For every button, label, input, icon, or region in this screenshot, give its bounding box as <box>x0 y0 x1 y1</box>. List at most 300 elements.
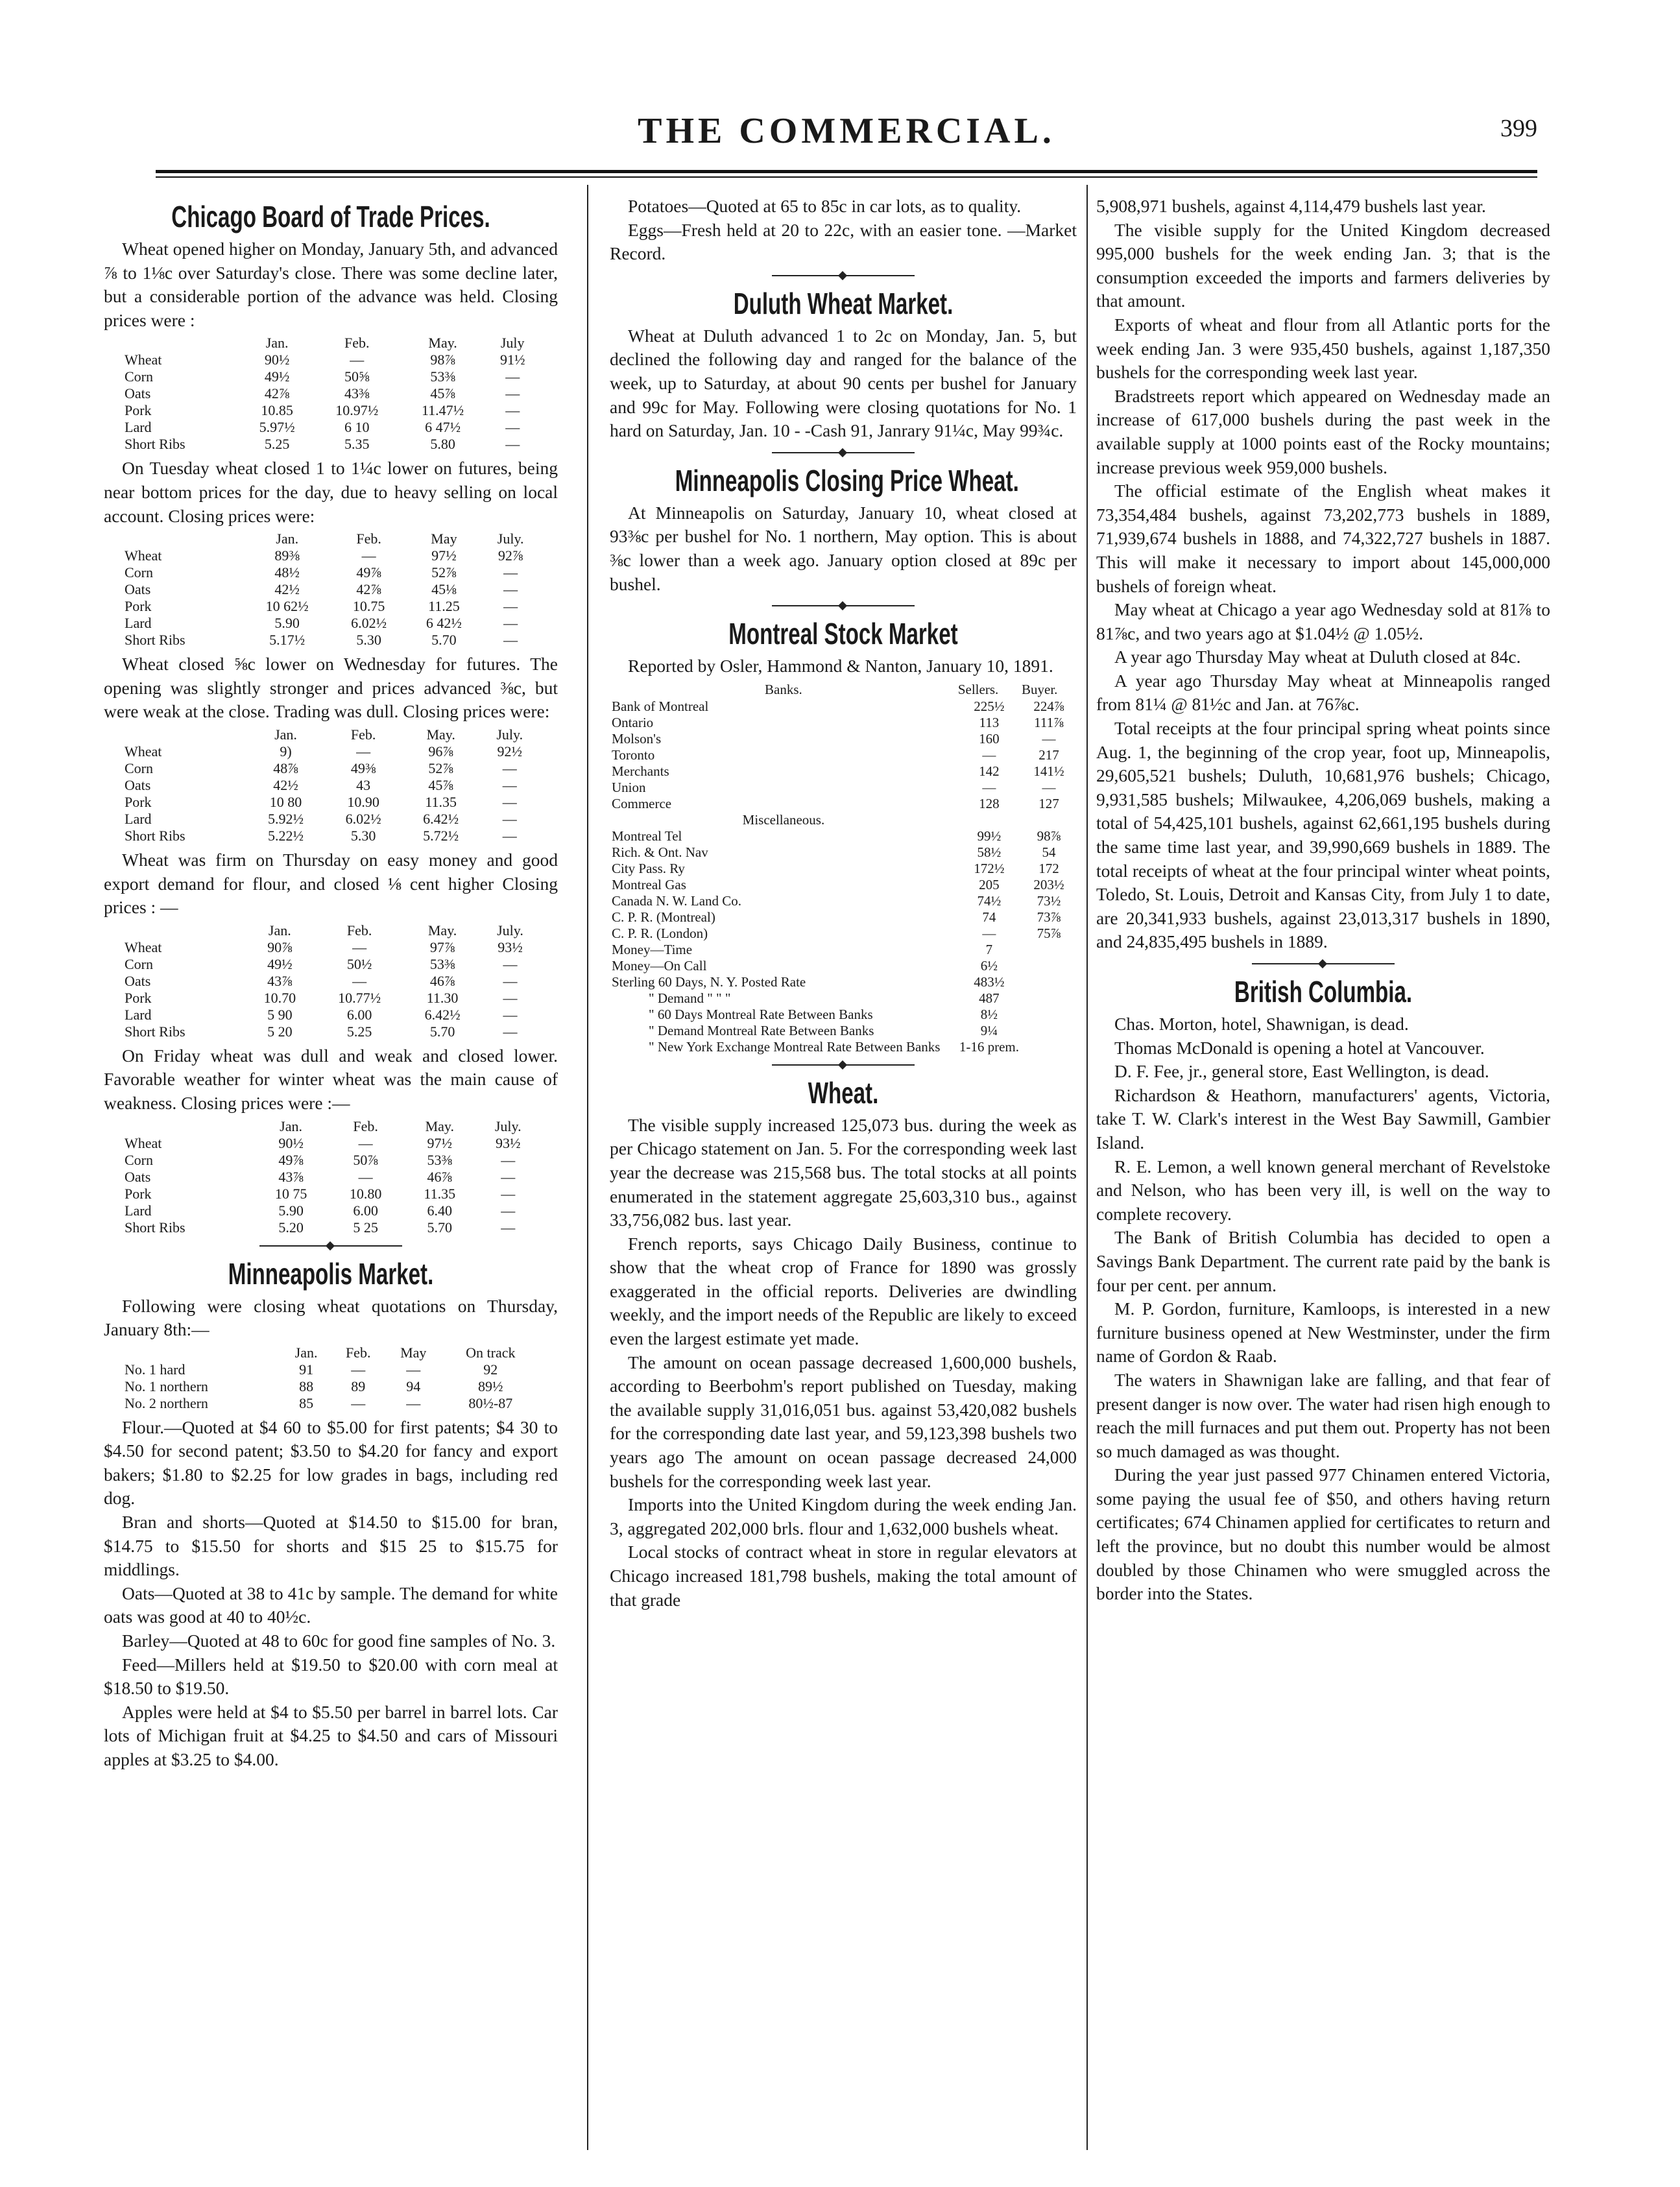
column-header: July. <box>497 922 523 938</box>
paragraph: Wheat at Duluth advanced 1 to 2c on Monday, Jan. 5, but declined the following day and ranged for the balance of the week, up to Saturday, at about 90 cents per bushel for January and 99c for May. Following were closing quotations for No. 1 hard on Saturday, Jan. 10 - -Cash 91, Janrary 91¼c, May 99¾c. <box>610 325 1077 441</box>
table-cell: 7 <box>985 941 993 957</box>
table-cell: 6.40 <box>427 1202 453 1219</box>
table-cell: 90½ <box>278 1134 304 1151</box>
section-heading: Duluth Wheat Market. <box>733 286 954 320</box>
table-cell: — <box>1042 730 1056 747</box>
paragraph: Flour.—Quoted at $4 60 to $5.00 for first patents; $4 30 to $4.50 for second patent; $3.50 to $4.20 for fancy and export bakers; $1.80 to $2.25 for low grades in bags, including red dog. <box>104 1416 558 1509</box>
table-cell: 50⅝ <box>344 368 370 385</box>
table-cell: 5.30 <box>356 632 381 649</box>
table-cell: 5.30 <box>350 827 376 844</box>
table-cell: 10.75 <box>352 598 385 615</box>
table-row <box>122 547 540 564</box>
section-separator <box>772 1064 915 1066</box>
table-row <box>122 564 540 581</box>
column-header: Feb. <box>350 726 376 743</box>
table-cell: 128 <box>979 795 1000 811</box>
table-row <box>122 1395 540 1412</box>
table-cell: 141½ <box>1033 763 1064 779</box>
table-cell: — <box>503 581 518 598</box>
table-cell: 54 <box>1042 844 1056 860</box>
table-cell: 11.35 <box>424 1185 456 1202</box>
table-cell: 6.02½ <box>351 615 387 632</box>
table-cell: — <box>503 1023 518 1040</box>
table-cell: 58½ <box>977 844 1002 860</box>
table-row <box>122 615 540 632</box>
table-row <box>122 1361 540 1378</box>
row-label: Canada N. W. Land Co. <box>612 892 742 909</box>
table-cell: 49⅞ <box>356 564 381 581</box>
table-row <box>610 926 1077 942</box>
table-header-row <box>610 681 1077 699</box>
row-label: C. P. R. (London) <box>612 925 708 941</box>
table-cell: 9) <box>280 743 292 759</box>
column-header: July. <box>497 531 524 547</box>
row-label: No. 1 hard <box>125 1361 186 1378</box>
table-row <box>610 974 1077 990</box>
paragraph: Imports into the United Kingdom during the week ending Jan. 3, aggregated 202,000 brls. flour and 1,632,000 bushels wheat. <box>610 1494 1077 1538</box>
table-row <box>122 385 540 402</box>
section-heading: British Columbia. <box>1234 975 1413 1009</box>
table-cell: 11.35 <box>425 793 457 810</box>
table-header-row <box>122 922 540 939</box>
table-cell: — <box>502 759 517 776</box>
table-header-row <box>122 726 540 743</box>
paragraph: The official estimate of the English wheat makes it 73,354,484 bushels, against 73,202,773 bushels in 1889, 71,939,674 bushels in 1888, and 74,322,727 bushels in 1887. This will make it necessary to import about 145,000,000 bushels of foreign wheat. <box>1096 481 1550 596</box>
table-cell: — <box>503 632 518 649</box>
news-item: M. P. Gordon, furniture, Kamloops, is interested in a new furniture business opened at New Westminster, under the firm name of Gordon & Raab. <box>1096 1298 1550 1367</box>
column-header: On track <box>466 1344 516 1361</box>
table-row <box>610 877 1077 893</box>
row-label: Corn <box>125 955 153 972</box>
table-row <box>122 811 540 828</box>
table-cell: — <box>503 1006 518 1023</box>
row-label: Merchants <box>612 763 669 779</box>
section-heading: Minneapolis Market. <box>228 1256 434 1291</box>
table-cell: 48⅞ <box>273 759 298 776</box>
banks-rows <box>610 699 1077 812</box>
table-cell: — <box>503 972 518 989</box>
column-header <box>122 531 243 547</box>
table-cell: 45⅞ <box>428 776 453 793</box>
column-header: Jan. <box>276 531 299 547</box>
table-cell: — <box>406 1394 421 1411</box>
table-cell: 42½ <box>273 776 298 793</box>
table-cell: — <box>982 747 996 763</box>
table-row <box>122 436 540 453</box>
row-label: Pork <box>125 598 152 615</box>
table-cell: 1-16 prem. <box>959 1038 1019 1055</box>
row-label: Wheat <box>125 938 162 955</box>
row-label: Lard <box>125 615 152 632</box>
paragraph: The amount on ocean passage decreased 1,600,000 bushels, according to Beerbohm's report published on Tuesday, making the available supply 31,016,051 bus. against 53,420,082 bushels for the corresponding date last year, and 59,123,398 bushels two years ago The amount on ocean passage decreased 24,000 bushels for the corresponding week last year. <box>610 1352 1077 1491</box>
column-header: July <box>500 335 525 352</box>
paragraph: Eggs—Fresh held at 20 to 22c, with an easier tone. —Market Record. <box>610 219 1077 264</box>
paragraph: The visible supply for the United Kingdom decreased 995,000 bushels for the week ending Jan. 3; that is the consumption exceeded the imports and farmers deliveries by that amount. <box>1096 219 1550 311</box>
column-3 <box>1096 195 1550 1606</box>
row-label: Bank of Montreal <box>612 698 709 714</box>
paragraph: Total receipts at the four principal spring wheat points since Aug. 1, the beginning of the crop year, foot up, Minneapolis, 29,605,521 bushels; Duluth, 10,681,976 bushels; Chicago, 9,931,585 bushels; Milwaukee, 4,206,069 bushels, making a total of 54,425,101 bushels, against 62,661,195 bushels during the same time last year, and 39,990,669 bushels in 1889. The total receipts of wheat at the four principal winter wheat points, Toledo, St. Louis, Detroit and Kansas City, from July 1 to date, are 20,341,933 bushels, against 23,013,317 bushels in 1890, and 24,835,495 bushels in 1889. <box>1096 718 1550 952</box>
paragraph: Wheat closed ⅝c lower on Wednesday for futures. The opening was slightly stronger and prices advanced ⅜c, but were weak at the close. Trading was dull. Closing prices were: <box>104 654 558 722</box>
table-cell: 45⅛ <box>431 581 457 598</box>
table-cell: — <box>1042 779 1056 795</box>
row-label: Corn <box>125 759 153 776</box>
price-table <box>122 726 540 844</box>
table-cell: 5.72½ <box>423 827 459 844</box>
table-cell: 172 <box>1038 860 1059 876</box>
price-table <box>122 531 540 649</box>
table-row <box>610 909 1077 926</box>
paragraph: Wheat opened higher on Monday, January 5th, and advanced ⅞ to 1⅛c over Saturday's close. There was some decline later, but a considerable portion of the advance was held. Closing prices were : <box>104 239 558 330</box>
table-row <box>122 743 540 760</box>
table-cell: 42½ <box>274 581 300 598</box>
column-header: Feb. <box>356 531 381 547</box>
table-cell: — <box>505 436 520 453</box>
table-cell: 53⅜ <box>427 1151 453 1168</box>
table-cell: — <box>502 776 517 793</box>
row-label: Ontario <box>612 714 654 730</box>
table-row <box>122 760 540 777</box>
table-cell: 42⅞ <box>356 581 381 598</box>
table-cell: — <box>503 598 518 615</box>
column-header: May <box>400 1344 427 1361</box>
row-label: Pork <box>125 1185 152 1202</box>
table-cell: 92 <box>483 1361 498 1378</box>
table-cell: 6.02½ <box>345 810 381 827</box>
column-header: Feb. <box>345 1344 371 1361</box>
table-cell: 11.47½ <box>422 402 464 419</box>
table-cell: 5 20 <box>267 1023 293 1040</box>
table-row <box>610 763 1077 780</box>
price-table <box>122 335 540 453</box>
table-cell: 11.25 <box>428 598 460 615</box>
row-label: Pork <box>125 793 152 810</box>
column-divider <box>1086 185 1088 2150</box>
table-cell: 5.25 <box>346 1023 372 1040</box>
table-row <box>610 828 1077 844</box>
table-cell: 74½ <box>977 892 1002 909</box>
paragraph: At Minneapolis on Saturday, January 10, wheat closed at 93⅜c per bushel for No. 1 northern, May option. This is about ⅜c lower than a week ago. January option closed at 89c per bushel. <box>610 502 1077 594</box>
table-cell: 52⅞ <box>428 759 453 776</box>
table-cell: 5 25 <box>353 1219 378 1236</box>
paragraph: Following were closing wheat quotations on Thursday, January 8th:— <box>104 1295 558 1340</box>
column-header: May. <box>426 726 455 743</box>
table-cell: 11.30 <box>426 989 459 1006</box>
price-table <box>122 922 540 1040</box>
table-row <box>610 731 1077 747</box>
row-label: " Demand " " " <box>649 990 731 1006</box>
table-cell: 73½ <box>1037 892 1061 909</box>
table-cell: 5.97½ <box>259 419 295 436</box>
table-row <box>610 1023 1077 1039</box>
table-cell: 92½ <box>497 743 522 759</box>
table-cell: 43⅜ <box>344 385 370 402</box>
table-cell: — <box>505 419 520 436</box>
paragraph: A year ago Thursday May wheat at Minneapolis ranged from 81¼ @ 81½c and Jan. at 76⅞c. <box>1096 670 1550 715</box>
row-label: Toronto <box>612 747 655 763</box>
column-header: May. <box>425 1117 454 1134</box>
table-cell: — <box>352 938 367 955</box>
masthead-rule-thin <box>156 176 1537 178</box>
table-cell: 5.90 <box>278 1202 304 1219</box>
table-cell: 5.70 <box>431 632 457 649</box>
table-cell: 46⅞ <box>427 1168 453 1185</box>
table-cell: 91½ <box>499 352 525 368</box>
row-label: Wheat <box>125 547 162 564</box>
table-cell: — <box>352 972 367 989</box>
row-label: Oats <box>125 385 151 402</box>
table-cell: 6 10 <box>344 419 370 436</box>
column-header: May. <box>427 922 457 938</box>
table-cell: 224⅞ <box>1033 698 1064 714</box>
column-header <box>122 335 241 352</box>
table-cell: 10 75 <box>274 1185 307 1202</box>
table-cell: 6 47½ <box>425 419 461 436</box>
news-items <box>1096 1012 1550 1606</box>
stock-table <box>610 681 1077 1055</box>
table-cell <box>1021 1007 1077 1023</box>
table-cell <box>1021 958 1077 974</box>
column-header: July. <box>496 726 523 743</box>
price-table <box>122 1118 540 1236</box>
row-label: Short Ribs <box>125 632 186 649</box>
table-cell: 483½ <box>974 974 1005 990</box>
table-row <box>122 632 540 649</box>
table-cell: 43 <box>356 776 371 793</box>
table-cell: 6.00 <box>346 1006 372 1023</box>
paragraph: Reported by Osler, Hammond & Nanton, January 10, 1891. <box>628 656 1053 676</box>
table-cell: 75⅞ <box>1037 925 1061 941</box>
table-cell: 10 62½ <box>265 598 309 615</box>
row-label: Wheat <box>125 743 162 759</box>
table-cell: — <box>505 385 520 402</box>
table-cell: 9¼ <box>980 1022 998 1038</box>
row-label: Wheat <box>125 352 162 368</box>
table-cell: 10.90 <box>347 793 379 810</box>
table-row <box>122 1186 540 1202</box>
table-row <box>122 368 540 385</box>
page-number: 399 <box>1500 115 1537 142</box>
row-label: Oats <box>125 581 151 598</box>
row-label: Rich. & Ont. Nav <box>612 844 708 860</box>
table-cell: — <box>502 793 517 810</box>
table-row <box>122 1152 540 1169</box>
row-label: Oats <box>125 1168 151 1185</box>
table-row <box>122 1007 540 1023</box>
row-label: " Demand Montreal Rate Between Banks <box>649 1022 874 1038</box>
table-row <box>122 1219 540 1236</box>
misc-rows <box>610 828 1077 1055</box>
table-cell: 89 <box>351 1378 366 1394</box>
table-cell: 5.90 <box>274 615 300 632</box>
row-label: Lard <box>125 1202 152 1219</box>
table-cell: 90½ <box>264 352 290 368</box>
table-row <box>610 1039 1077 1055</box>
paragraph: Oats—Quoted at 38 to 41c by sample. The demand for white oats was good at 40 to 40½c. <box>104 1583 558 1627</box>
table-row <box>610 747 1077 763</box>
table-row <box>122 1169 540 1186</box>
table-cell: — <box>356 743 371 759</box>
section-heading: Montreal Stock Market <box>728 617 958 651</box>
news-item: R. E. Lemon, a well known general merchant of Revelstoke and Nelson, who has been very ill, is well on the way to complete recovery. <box>1096 1156 1550 1224</box>
table-cell: 113 <box>979 714 1000 730</box>
news-item: During the year just passed 977 Chinamen entered Victoria, some paying the usual fee of $50, and others having return certificates; 674 Chinamen applied for certificates to return and left the province, but no doubt this number would be almost doubled by those Chinamen who were smuggled across the border into the States. <box>1096 1464 1550 1604</box>
row-label: City Pass. Ry <box>612 860 685 876</box>
section-separator <box>772 605 915 606</box>
table-cell: 88 <box>299 1378 314 1394</box>
table-row <box>122 581 540 598</box>
table-cell: 127 <box>1038 795 1059 811</box>
table-cell: — <box>351 1394 366 1411</box>
row-label: Union <box>612 779 646 795</box>
table-cell: 43⅞ <box>267 972 293 989</box>
table-cell: — <box>501 1185 516 1202</box>
paragraph: French reports, says Chicago Daily Business, continue to show that the wheat crop of France for 1890 was grossly exaggerated in the official reports. Deliveries are dwindling weekly, and the import needs of the Republic are likely to exceed even the largest estimate yet made. <box>610 1233 1077 1349</box>
table-row <box>610 861 1077 877</box>
row-label: Molson's <box>612 730 662 747</box>
row-label: Lard <box>125 810 152 827</box>
table-cell: 111⅞ <box>1034 714 1064 730</box>
masthead <box>156 110 1537 162</box>
table-cell: — <box>501 1219 516 1236</box>
table-cell: — <box>505 368 520 385</box>
table-cell: 96⅞ <box>428 743 453 759</box>
table-row <box>610 893 1077 909</box>
section-separator <box>259 1245 402 1247</box>
table-row <box>122 973 540 990</box>
news-item: The Bank of British Columbia has decided to open a Savings Bank Department. The current rate paid by the bank is four per cent. per annum. <box>1096 1227 1550 1295</box>
section-separator <box>1252 963 1395 964</box>
table-cell: 45⅞ <box>430 385 455 402</box>
table-row <box>122 402 540 419</box>
table-cell: 93½ <box>495 1134 521 1151</box>
table-cell <box>1021 974 1077 990</box>
table-cell: 6½ <box>980 957 998 974</box>
paragraph: On Friday wheat was dull and weak and closed lower. Favorable weather for winter wheat was the main cause of weakness. Closing prices were :— <box>104 1045 558 1113</box>
table-cell: 10 80 <box>269 793 302 810</box>
table-cell: 6.00 <box>353 1202 378 1219</box>
row-label: Money—On Call <box>612 957 707 974</box>
table-cell: — <box>505 402 520 419</box>
row-label: No. 2 northern <box>125 1394 208 1411</box>
row-label: Montreal Gas <box>612 876 686 892</box>
row-label: Wheat <box>125 1134 162 1151</box>
table-row <box>122 419 540 436</box>
table-cell: — <box>503 564 518 581</box>
table-cell: 5.80 <box>430 436 455 453</box>
column-header: Feb. <box>346 922 372 938</box>
table-cell: 5 90 <box>267 1006 293 1023</box>
table-cell: 53⅜ <box>429 955 455 972</box>
paragraph: Feed—Millers held at $19.50 to $20.00 with corn meal at $18.50 to $19.50. <box>104 1654 558 1699</box>
table-row <box>610 990 1077 1007</box>
table-cell: — <box>361 547 376 564</box>
paragraph: Bradstreets report which appeared on Wednesday made an increase of 617,000 bushels during the past week in the available supply at 1000 points east of the Rocky mountains; increase previous week 959,000 bushels. <box>1096 385 1550 477</box>
table-cell: 93½ <box>498 938 523 955</box>
table-cell: 5.92½ <box>268 810 304 827</box>
row-label: Lard <box>125 419 152 436</box>
table-cell: 97⅞ <box>429 938 455 955</box>
news-item: D. F. Fee, jr., general store, East Wellington, is dead. <box>1114 1061 1489 1082</box>
table-cell: 5.35 <box>344 436 370 453</box>
news-item: Chas. Morton, hotel, Shawnigan, is dead. <box>1114 1014 1409 1034</box>
table-cell: 172½ <box>974 860 1005 876</box>
table-header-row <box>122 335 540 352</box>
table-cell: 5.70 <box>427 1219 453 1236</box>
table-cell: — <box>982 925 996 941</box>
table-row <box>122 1378 540 1395</box>
row-label: Short Ribs <box>125 1023 186 1040</box>
row-label: Oats <box>125 972 151 989</box>
column-1 <box>104 195 558 1772</box>
table-row <box>122 956 540 973</box>
table-cell: 10.70 <box>263 989 296 1006</box>
column-header <box>122 1344 282 1361</box>
paragraph: 5,908,971 bushels, against 4,114,479 bushels last year. <box>1096 196 1486 216</box>
table-cell <box>1021 942 1077 958</box>
table-cell: 225½ <box>974 698 1005 714</box>
table-cell: 10.85 <box>261 402 293 419</box>
table-cell: 49⅜ <box>350 759 376 776</box>
table-cell: 205 <box>979 876 1000 892</box>
column-header: Jan. <box>265 335 289 352</box>
column-header: Jan. <box>294 1344 318 1361</box>
row-label: Short Ribs <box>125 1219 186 1236</box>
row-label: Sterling 60 Days, N. Y. Posted Rate <box>612 974 806 990</box>
column-header: May <box>431 531 457 547</box>
table-row <box>610 1007 1077 1023</box>
table-cell: 10.77½ <box>338 989 381 1006</box>
table-row <box>122 828 540 844</box>
row-label: Pork <box>125 989 152 1006</box>
section-heading: Chicago Board of Trade Prices. <box>171 200 490 233</box>
table-cell: 43⅞ <box>278 1168 304 1185</box>
table-cell: — <box>358 1134 373 1151</box>
table-cell: 6.42½ <box>423 810 459 827</box>
table-cell: 50½ <box>346 955 372 972</box>
table-cell: 10.97½ <box>335 402 379 419</box>
table-row <box>610 715 1077 731</box>
table-row <box>610 844 1077 861</box>
table-cell: 97½ <box>431 547 457 564</box>
table-cell: 80½-87 <box>468 1394 513 1411</box>
table-cell: 98⅞ <box>430 352 455 368</box>
row-label: C. P. R. (Montreal) <box>612 909 715 925</box>
table-cell: 49½ <box>264 368 290 385</box>
paragraph: On Tuesday wheat closed 1 to 1¼c lower on futures, being near bottom prices for the day, due to heavy selling on local account. Closing prices were: <box>104 458 558 526</box>
table-cell: 89½ <box>478 1378 503 1394</box>
row-label: Commerce <box>612 795 672 811</box>
table-cell: 10.80 <box>349 1185 382 1202</box>
table-row <box>610 699 1077 715</box>
table-cell: 97½ <box>427 1134 453 1151</box>
table-cell: — <box>351 1361 366 1378</box>
table-cell: 487 <box>979 990 1000 1006</box>
column-header: Buyer. <box>1022 681 1058 697</box>
paragraph: Barley—Quoted at 48 to 60c for good fine samples of No. 3. <box>122 1631 556 1651</box>
table-row <box>122 939 540 956</box>
table-cell <box>1021 1039 1077 1055</box>
row-label: Pork <box>125 402 152 419</box>
table-cell: — <box>502 810 517 827</box>
table-row <box>122 777 540 794</box>
row-label: " 60 Days Montreal Rate Between Banks <box>649 1006 873 1022</box>
table-row <box>610 942 1077 958</box>
table-cell: 89⅜ <box>274 547 300 564</box>
row-label: Corn <box>125 1151 153 1168</box>
table-cell: 85 <box>299 1394 314 1411</box>
table-row <box>610 958 1077 974</box>
table-cell: 53⅜ <box>430 368 455 385</box>
